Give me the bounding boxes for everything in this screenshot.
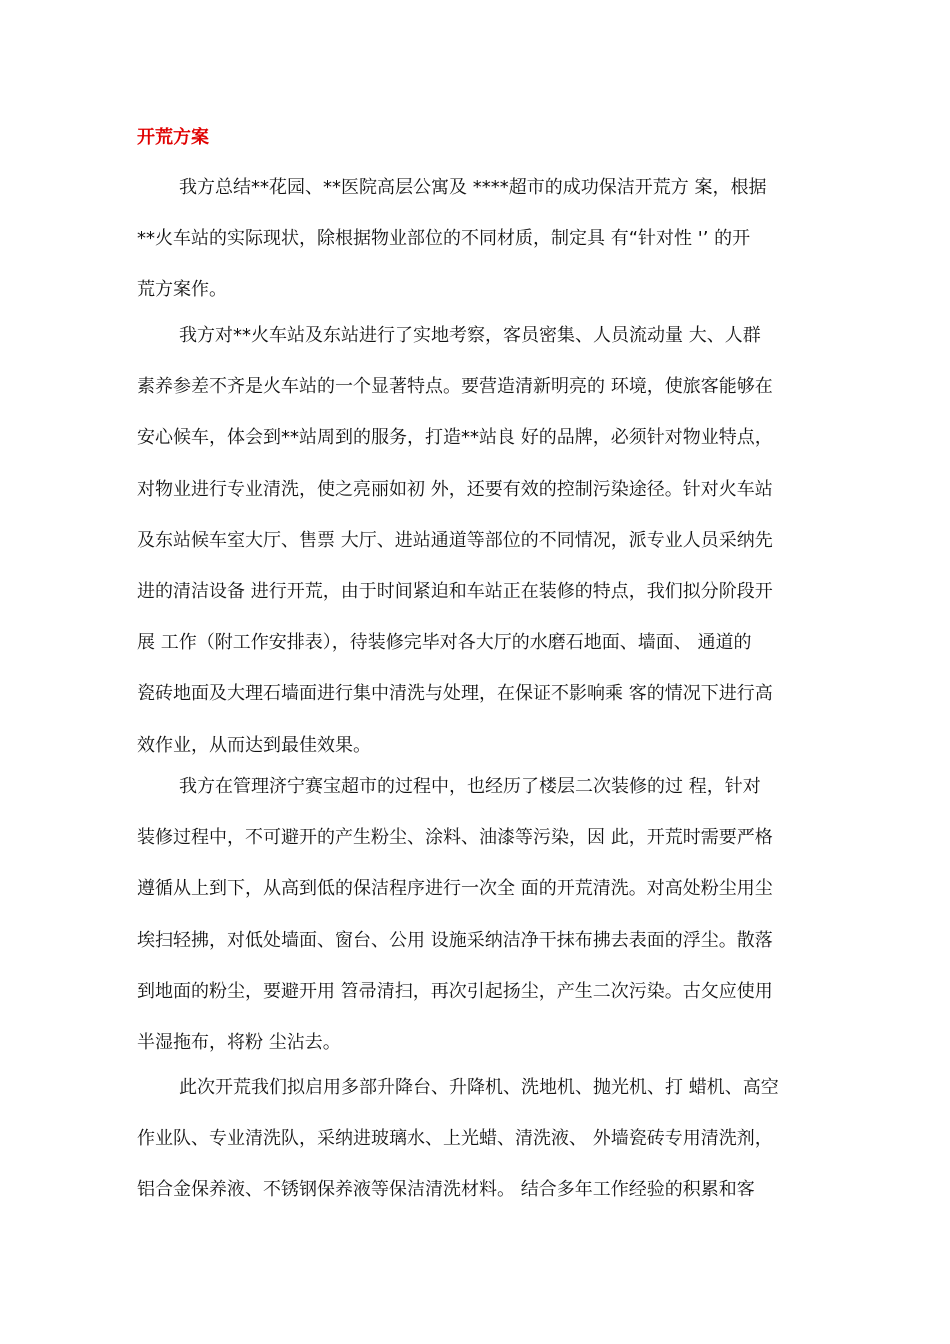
paragraph-2: [137, 323, 827, 784]
paragraph-line: 展 工作（附工作安排表），待装修完毕对各大厅的水磨石地面、墙面、 通道的: [137, 632, 752, 654]
paragraph-line: 装修过程中，不可避开的产生粉尘、涂料、油漆等污染，因 此，开荒时需要严格: [137, 827, 773, 849]
paragraph-line: 到地面的粉尘，要避开用 笤帚清扫，再次引起扬尘，产生二次污染。古攵应使用: [137, 980, 773, 1002]
paragraph-line: 我方在管理济宁赛宝超市的过程中，也经历了楼层二次装修的过 程，针对: [179, 776, 761, 797]
paragraph-line: 素养参差不齐是火车站的一个显著特点。要营造清新明亮的 环境，使旅客能够在: [137, 376, 773, 398]
paragraph-line: 作业队、专业清洗队，采纳进玻璃水、上光蜡、清洗液、 外墙瓷砖专用清洗剂，: [137, 1128, 773, 1150]
paragraph-3: [137, 774, 827, 1081]
paragraph-line: 我方对**火车站及东站进行了实地考察，客员密集、人员流动量 大、人群: [179, 325, 761, 346]
paragraph-line: 对物业进行专业清洗，使之亮丽如初 外，还要有效的控制污染途径。针对火车站: [137, 478, 773, 500]
paragraph-line: 荒方案作。: [137, 279, 227, 301]
paragraph-line: 此次开荒我们拟启用多部升降台、升降机、洗地机、抛光机、打 蜡机、高空: [179, 1077, 779, 1098]
paragraph-line: 瓷砖地面及大理石墙面进行集中清洗与处理，在保证不影响乘 客的情况下进行高: [137, 683, 773, 705]
paragraph-line: 铝合金保养液、不锈钢保养液等保洁清洗材料。 结合多年工作经验的积累和客: [137, 1179, 755, 1201]
paragraph-line: 埃扫轻拂，对低处墙面、窗台、公用 设施采纳洁净干抹布拂去表面的浮尘。散落: [137, 929, 773, 951]
paragraph-line: **火车站的实际现状，除根据物业部位的不同材质，制定具 有“针对性 '’ 的开: [137, 228, 751, 250]
document-title: 开荒方案: [137, 127, 209, 148]
paragraph-line: 半湿拖布，将粉 尘沾去。: [137, 1031, 341, 1053]
paragraph-line: 及东站候车室大厅、售票 大厅、进站通道等部位的不同情况，派专业人员采纳先: [137, 529, 773, 551]
paragraph-line: 进的清洁设备 进行开荒，由于时间紧迫和车站正在装修的特点，我们拟分阶段开: [137, 580, 773, 602]
paragraph-line: 遵循从上到下，从高到低的保洁程序进行一次全 面的开荒清洗。对高处粉尘用尘: [137, 878, 773, 900]
paragraph-line: 安心候车，体会到**站周到的服务，打造**站良 好的品牌，必须针对物业特点，: [137, 427, 773, 449]
paragraph-line: 我方总结**花园、**医院高层公寓及 ****超市的成功保洁开荒方 案，根据: [179, 177, 767, 198]
paragraph-line: 效作业，从而达到最佳效果。: [137, 734, 371, 756]
paragraph-1: [137, 175, 827, 329]
paragraph-4: [137, 1075, 827, 1229]
